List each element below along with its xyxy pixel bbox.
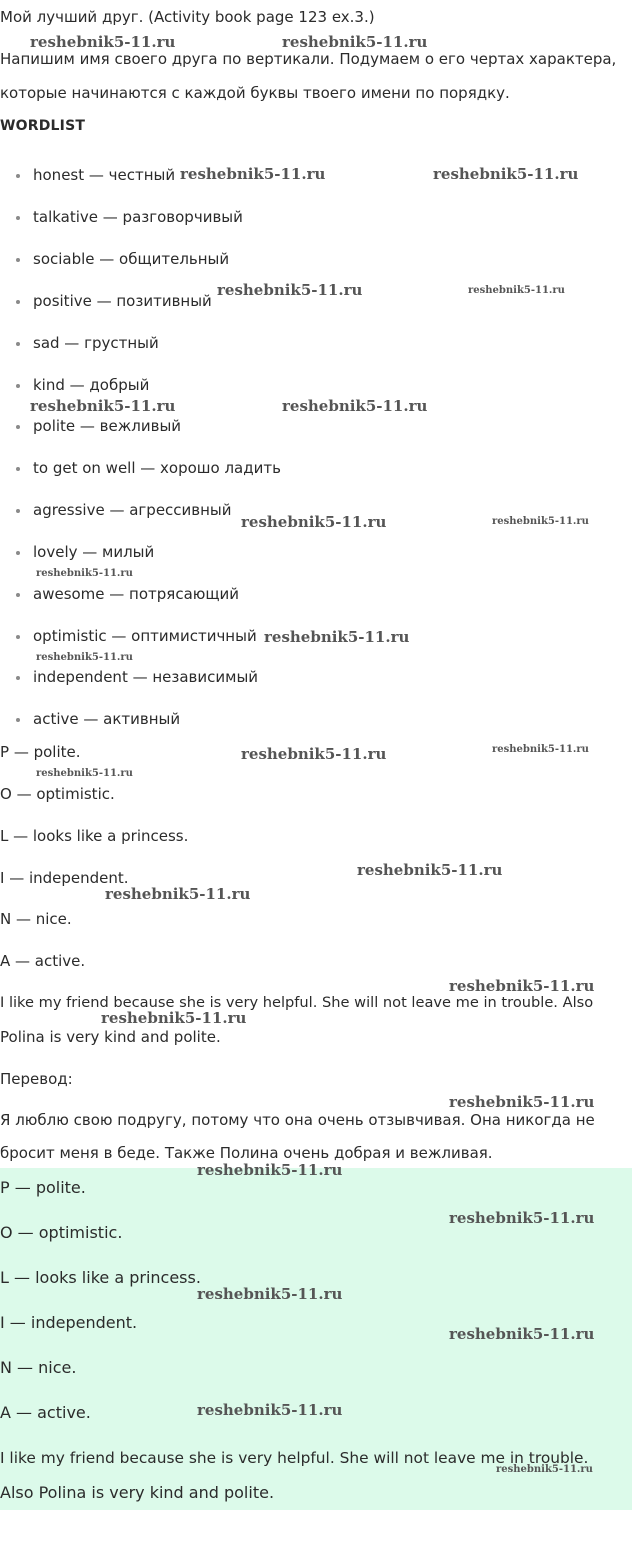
watermark: reshebnik5-11.ru (282, 397, 428, 415)
answer-line-a: A — active. (0, 1403, 91, 1422)
answer-line-i: I — independent. (0, 1313, 138, 1332)
bullet-icon (16, 676, 20, 680)
paragraph-line-2: Polina is very kind and polite. (0, 1028, 221, 1046)
watermark: reshebnik5-11.ru (30, 33, 176, 51)
bullet-icon (16, 718, 20, 722)
list-item-text: honest — честный (33, 166, 176, 184)
translation-line-1: Я люблю свою подругу, потому что она очень отзывчивая. Она никогда не (0, 1111, 595, 1129)
acrostic-line-p: P — polite. (0, 743, 81, 761)
bullet-icon (16, 342, 20, 346)
list-item-text: active — активный (33, 710, 181, 728)
watermark: reshebnik5-11.ru (449, 1209, 595, 1227)
acrostic-line-l: L — looks like a princess. (0, 827, 189, 845)
watermark: reshebnik5-11.ru (36, 768, 133, 779)
watermark: reshebnik5-11.ru (241, 745, 387, 763)
bullet-icon (16, 425, 20, 429)
bullet-icon (16, 384, 20, 388)
list-item-text: sociable — общительный (33, 250, 230, 268)
list-item-text: talkative — разговорчивый (33, 208, 243, 226)
list-item-text: lovely — милый (33, 543, 155, 561)
bullet-icon (16, 174, 20, 178)
answer-paragraph-2: Also Polina is very kind and polite. (0, 1483, 275, 1502)
list-item-text: agressive — агрессивный (33, 501, 232, 519)
watermark: reshebnik5-11.ru (449, 977, 595, 995)
answer-line-o: O — optimistic. (0, 1223, 123, 1242)
watermark: reshebnik5-11.ru (449, 1093, 595, 1111)
watermark: reshebnik5-11.ru (241, 513, 387, 531)
bullet-icon (16, 635, 20, 639)
watermark: reshebnik5-11.ru (492, 744, 589, 755)
answer-line-p: P — polite. (0, 1178, 86, 1197)
watermark: reshebnik5-11.ru (492, 516, 589, 527)
watermark: reshebnik5-11.ru (282, 33, 428, 51)
list-item-text: to get on well — хорошо ладить (33, 459, 281, 477)
intro-line-1: Напишим имя своего друга по вертикали. Подумаем о его чертах характера, (0, 50, 617, 68)
list-item-text: sad — грустный (33, 334, 159, 352)
list-item-text: independent — независимый (33, 668, 259, 686)
watermark: reshebnik5-11.ru (357, 861, 503, 879)
list-item-text: kind — добрый (33, 376, 150, 394)
watermark: reshebnik5-11.ru (197, 1161, 343, 1179)
list-item-text: positive — позитивный (33, 292, 212, 310)
watermark: reshebnik5-11.ru (36, 652, 133, 663)
translation-label: Перевод: (0, 1070, 73, 1088)
list-item-text: optimistic — оптимистичный (33, 627, 257, 645)
answer-line-n: N — nice. (0, 1358, 77, 1377)
watermark: reshebnik5-11.ru (180, 165, 326, 183)
intro-line-2: которые начинаются с каждой буквы твоего имени по порядку. (0, 84, 510, 102)
wordlist-heading: WORDLIST (0, 118, 86, 134)
watermark: reshebnik5-11.ru (36, 568, 133, 579)
bullet-icon (16, 509, 20, 513)
bullet-icon (16, 593, 20, 597)
bullet-icon (16, 216, 20, 220)
page-title: Мой лучший друг. (Activity book page 123 ex.3.) (0, 8, 375, 26)
answer-paragraph-1: I like my friend because she is very helpful. She will not leave me in trouble. (0, 1449, 589, 1467)
bullet-icon (16, 300, 20, 304)
watermark: reshebnik5-11.ru (197, 1285, 343, 1303)
bullet-icon (16, 467, 20, 471)
watermark: reshebnik5-11.ru (105, 885, 251, 903)
translation-line-2: бросит меня в беде. Также Полина очень добрая и вежливая. (0, 1144, 493, 1162)
bullet-icon (16, 258, 20, 262)
watermark: reshebnik5-11.ru (197, 1401, 343, 1419)
acrostic-line-o: O — optimistic. (0, 785, 115, 803)
acrostic-line-n: N — nice. (0, 910, 72, 928)
watermark: reshebnik5-11.ru (496, 1464, 593, 1475)
paragraph-line-1: I like my friend because she is very helpful. She will not leave me in trouble. Also (0, 994, 594, 1011)
watermark: reshebnik5-11.ru (217, 281, 363, 299)
watermark: reshebnik5-11.ru (449, 1325, 595, 1343)
watermark: reshebnik5-11.ru (264, 628, 410, 646)
watermark: reshebnik5-11.ru (101, 1009, 247, 1027)
list-item-text: awesome — потрясающий (33, 585, 240, 603)
acrostic-line-a: A — active. (0, 952, 86, 970)
acrostic-line-i: I — independent. (0, 869, 129, 887)
list-item-text: polite — вежливый (33, 417, 182, 435)
watermark: reshebnik5-11.ru (433, 165, 579, 183)
bullet-icon (16, 551, 20, 555)
answer-line-l: L — looks like a princess. (0, 1268, 201, 1287)
watermark: reshebnik5-11.ru (30, 397, 176, 415)
watermark: reshebnik5-11.ru (468, 285, 565, 296)
